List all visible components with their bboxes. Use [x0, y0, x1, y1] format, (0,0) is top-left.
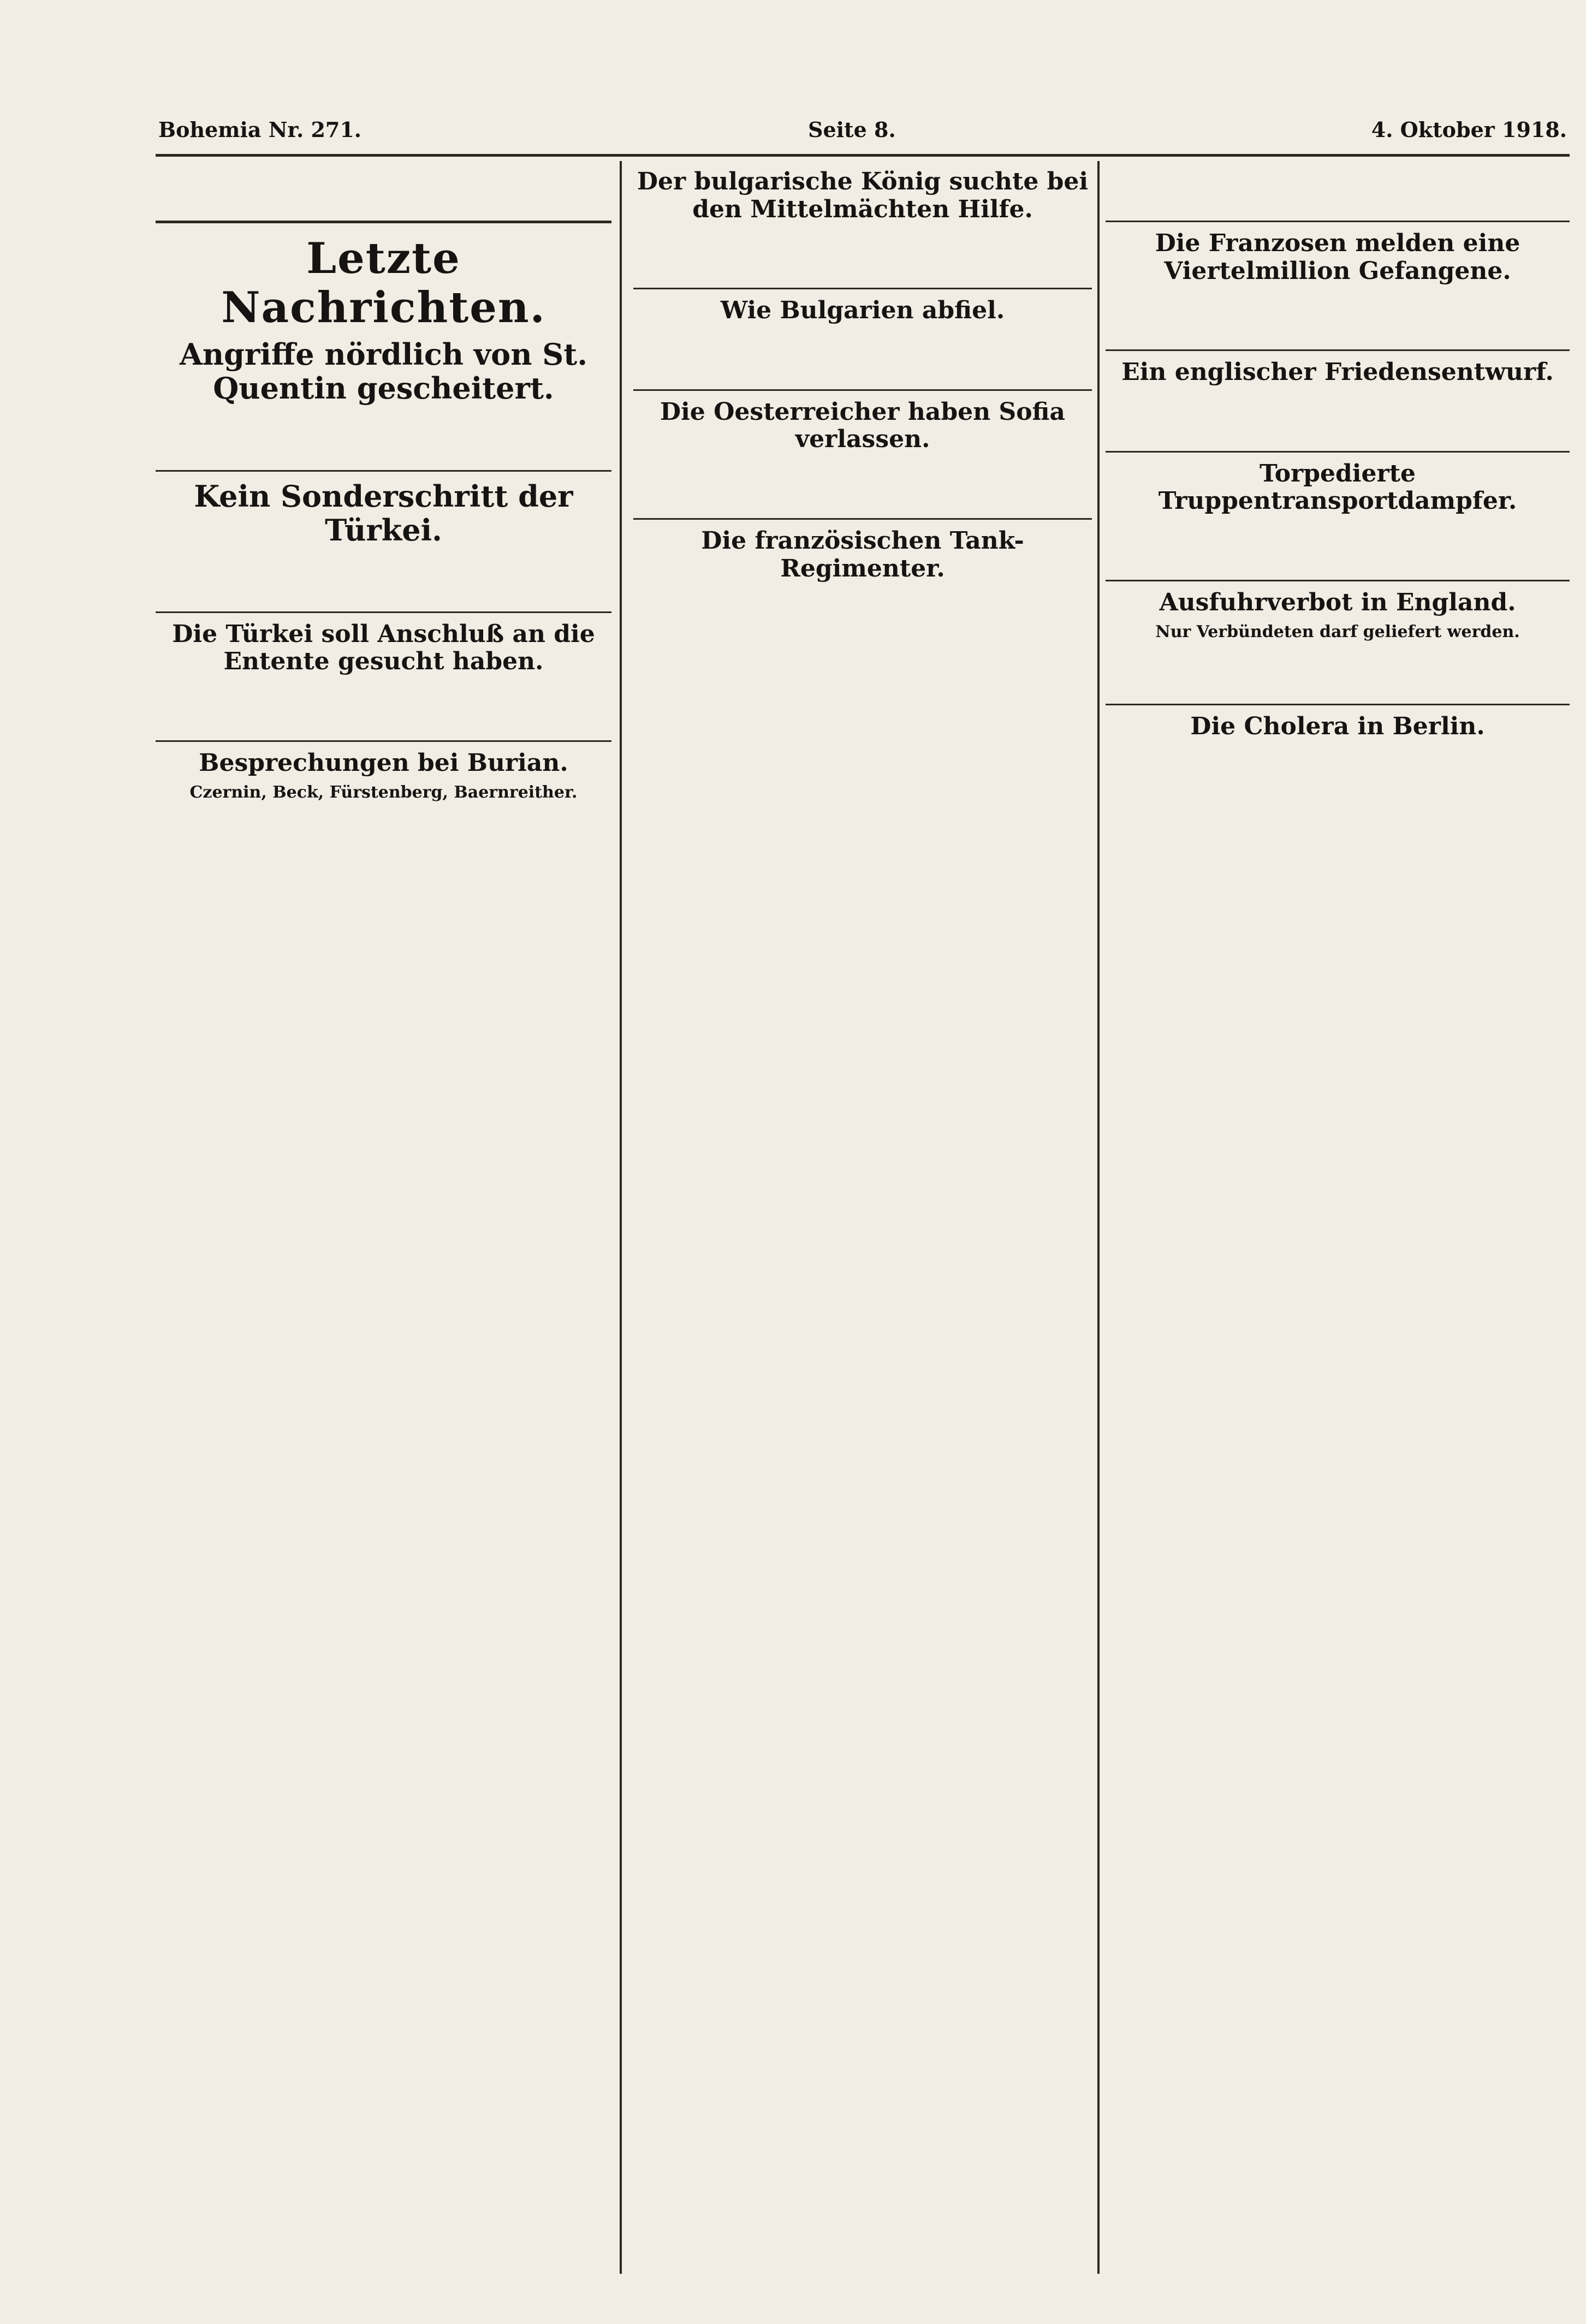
continued-text	[1106, 164, 1570, 213]
section-rule	[156, 221, 611, 223]
article-headline: Die Franzosen melden eine Viertelmillion Gefangene.	[1155, 229, 1520, 285]
article-body	[1106, 746, 1570, 795]
article	[156, 479, 611, 602]
article-subhead: Nur Verbündeten darf geliefert werden.	[1155, 622, 1520, 641]
article-headline: Besprechungen bei Burian.	[199, 748, 568, 777]
column-3	[1106, 164, 1570, 805]
article-headline: Die Cholera in Berlin.	[1190, 712, 1485, 740]
masthead	[158, 117, 1567, 150]
article-body	[156, 681, 611, 730]
article	[1106, 589, 1570, 694]
article	[633, 168, 1092, 278]
article-headline: Die französischen Tank-Regimenter.	[701, 526, 1024, 583]
article-rule	[1106, 580, 1570, 581]
article	[156, 750, 611, 854]
article-headline: Die Türkei soll Anschluß an die Entente gesucht haben.	[172, 620, 595, 676]
article-headline: Torpedierte Truppentransportdampfer.	[1158, 459, 1517, 515]
article-headline: Wie Bulgarien abfiel.	[720, 296, 1005, 325]
article-rule	[1106, 349, 1570, 351]
article-body	[1106, 645, 1570, 694]
article	[633, 527, 1092, 637]
column-2	[633, 164, 1092, 647]
article-rule	[156, 470, 611, 472]
paper-issue: Bohemia Nr. 271.	[158, 117, 362, 142]
article	[1106, 230, 1570, 340]
column-rule-2	[1097, 161, 1100, 2274]
column-rule-1	[620, 161, 622, 2274]
article-rule	[633, 389, 1092, 391]
article-body	[1106, 290, 1570, 340]
article-body	[633, 459, 1092, 508]
article-headline: Der bulgarische König suchte bei den Mittelmächten Hilfe.	[637, 168, 1089, 223]
article	[1106, 713, 1570, 795]
article-headline: Angriffe nördlich von St. Quentin gescheitert.	[179, 337, 587, 406]
article-body	[156, 805, 611, 854]
article-rule	[156, 740, 611, 742]
article	[1106, 460, 1570, 570]
article	[156, 337, 611, 460]
section-title: Letzte Nachrichten.	[221, 234, 546, 332]
article	[1106, 359, 1570, 441]
article-rule	[633, 288, 1092, 289]
article-body	[633, 588, 1092, 637]
masthead-rule	[156, 154, 1570, 157]
article-body	[156, 552, 611, 602]
article-body	[1106, 392, 1570, 441]
article-rule	[633, 518, 1092, 520]
page-number: Seite 8.	[808, 117, 896, 142]
issue-date: 4. Oktober 1918.	[1371, 117, 1567, 142]
article-headline: Ein englischer Friedensentwurf.	[1121, 358, 1554, 387]
local-notices	[156, 164, 611, 213]
article-headline: Kein Sonderschritt der Türkei.	[194, 478, 573, 548]
article	[156, 621, 611, 730]
article-body	[633, 330, 1092, 379]
article-rule	[156, 611, 611, 613]
article-body	[156, 411, 611, 460]
article-rule	[1106, 451, 1570, 453]
article-subhead: Czernin, Beck, Fürstenberg, Baernreither.	[189, 782, 578, 802]
article-body	[633, 229, 1092, 278]
article-rule	[1106, 704, 1570, 705]
article-body	[1106, 521, 1570, 570]
article	[633, 399, 1092, 508]
column-1	[156, 164, 611, 864]
article-headline: Ausfuhrverbot in England.	[1159, 588, 1516, 616]
article-rule	[1106, 221, 1570, 222]
article-headline: Die Oesterreicher haben Sofia verlassen.	[660, 397, 1066, 454]
article	[633, 297, 1092, 379]
